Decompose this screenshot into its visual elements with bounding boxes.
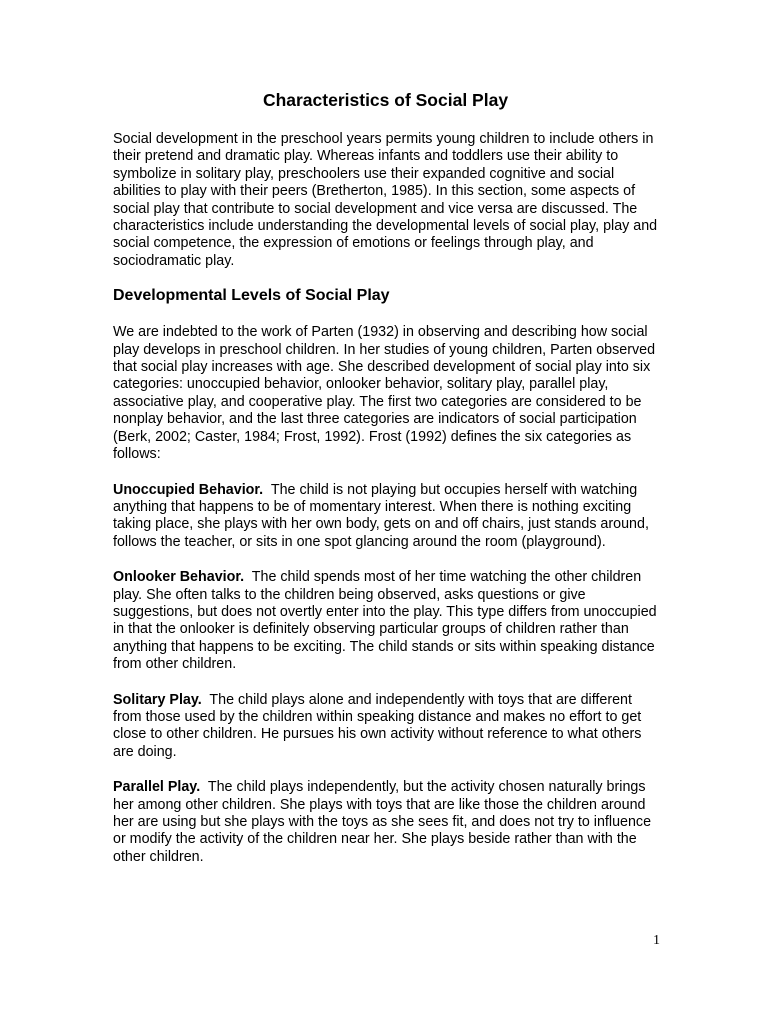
category-text: The child plays independently, but the activity chosen naturally brings her among other children. She plays with toys that are like those the children around her are using but she plays with the toys as she sees fit, and does not try to influence or modify the activity of the children near her. She plays beside rather than with the other children.	[113, 779, 652, 865]
category-unoccupied	[113, 482, 658, 552]
section-heading: Developmental Levels of Social Play	[113, 287, 390, 305]
category-text: The child spends most of her time watching the other children play. She often talks to the children being observed, asks questions or give suggestions, but does not overtly enter into the play. This type differs from unoccupied in that the onlooker is definitely observing particular groups of children rather than anything that happens to be exciting. The child stands or sits within speaking distance from other children.	[113, 569, 657, 673]
document-page	[113, 88, 658, 866]
category-term: Solitary Play.	[113, 691, 202, 708]
category-term: Onlooker Behavior.	[113, 569, 245, 586]
page-number: 1	[653, 933, 660, 948]
category-term: Parallel Play.	[113, 779, 201, 796]
category-parallel	[113, 779, 658, 866]
intro-paragraph: Social development in the preschool years permits young children to include others in their pretend and dramatic play. Whereas infants and toddlers use their ability to symbolize in solitary play, preschoolers use their expanded cognitive and social abilities to play with their peers (Bretherton, 1985). In this section, some aspects of social play that contribute to social development and vice versa are discussed. The characteristics include understanding the developmental levels of social play, play and social competence, the expression of emotions or feelings through play, and sociodramatic play.	[113, 131, 658, 269]
page-title: Characteristics of Social Play	[262, 90, 509, 110]
category-term: Unoccupied Behavior.	[113, 481, 264, 498]
category-onlooker	[113, 569, 658, 673]
section-paragraph: We are indebted to the work of Parten (1932) in observing and describing how social play develops in preschool children. In her studies of young children, Parten observed that social play increases with age. She described development of social play into six categories: unoccupied behavior, onlooker behavior, solitary play, parallel play, associative play, and cooperative play. The first two categories are considered to be nonplay behavior, and the last three categories are indicators of social participation (Berk, 2002; Caster, 1984; Frost, 1992). Frost (1992) defines the six categories as follows:	[113, 324, 656, 463]
category-text: The child is not playing but occupies herself with watching anything that happens to be of momentary interest. When there is nothing exciting taking place, she plays with her own body, gets on and off chairs, just stands around, follows the teacher, or sits in one spot glancing around the room (playground).	[113, 481, 649, 550]
category-solitary	[113, 692, 658, 762]
category-text: The child plays alone and independently with toys that are different from those used by the children within speaking distance and makes no effort to get close to other children. He pursues his own activity without reference to what others are doing.	[113, 691, 642, 760]
